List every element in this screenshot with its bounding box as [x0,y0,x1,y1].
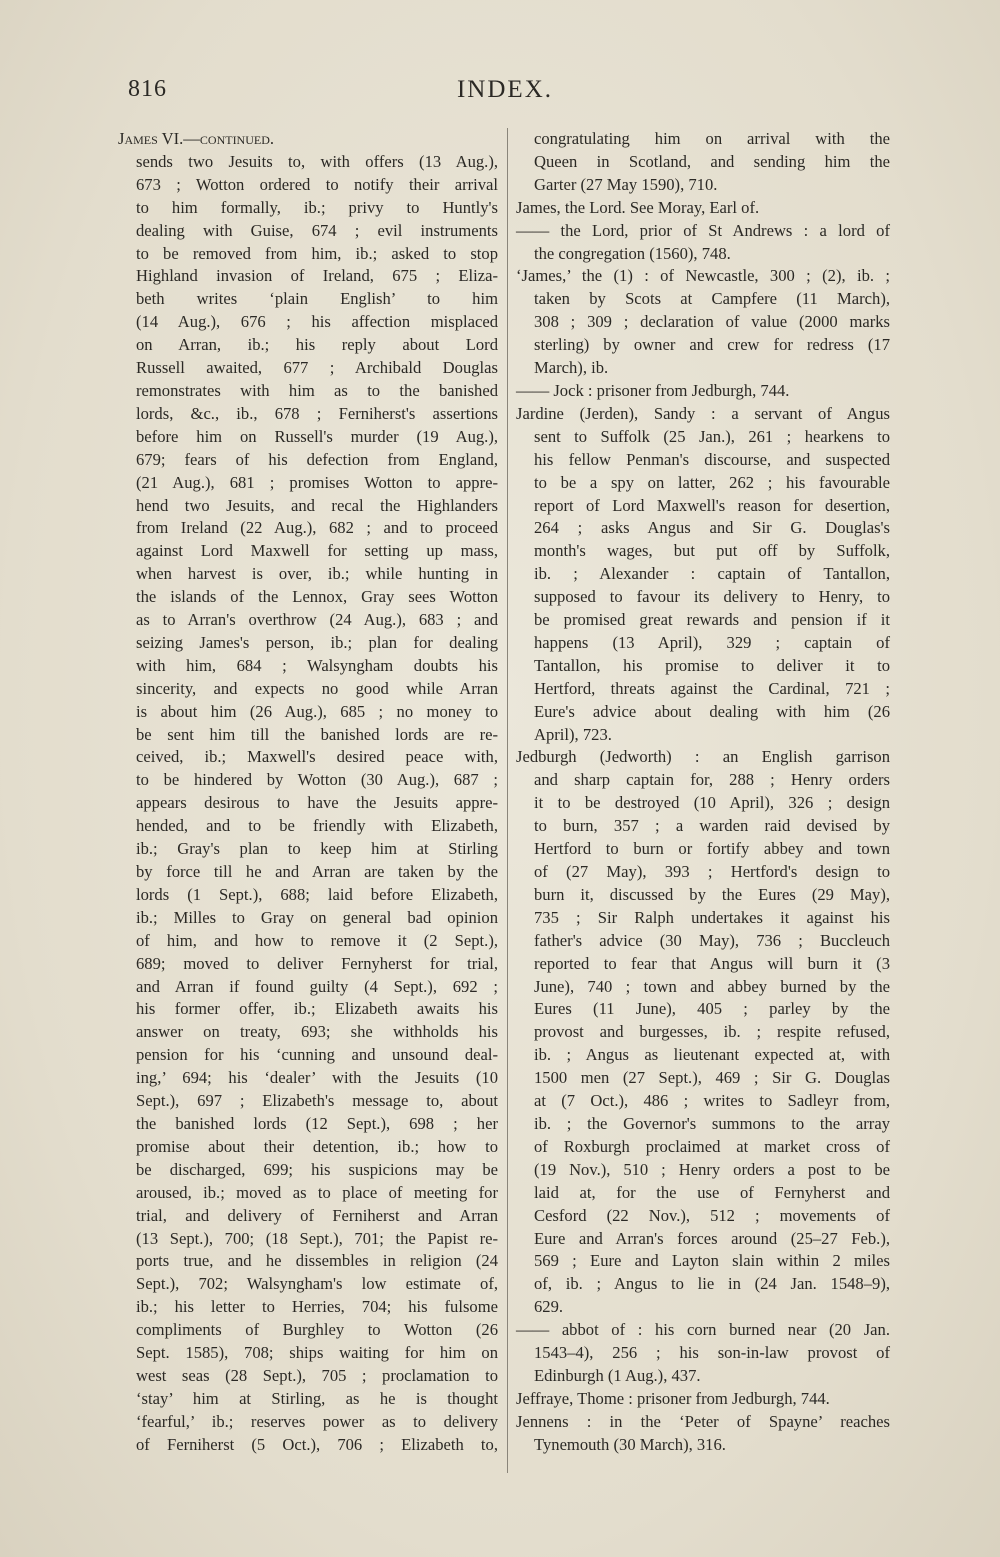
index-line: congratulating him on arrival with the [534,129,890,148]
index-line: of, ib. ; Angus to lie in (24 Jan. 1548–9), [534,1274,890,1294]
index-line: as to Arran's overthrow (24 Aug.), 683 ; and [136,610,498,630]
index-line: Jedburgh (Jedworth) : an English garrison [516,747,890,767]
index-line: Eure and Arran's forces around (25–27 Feb.), [534,1228,890,1248]
index-line: ceived, ib.; Maxwell's desired peace with, [136,747,498,767]
index-line: ib.; Gray's plan to keep him at Stirling [136,839,498,859]
index-line: James, the Lord. See Moray, Earl of. [516,197,760,217]
index-line: of him, and how to remove it (2 Sept.), [136,930,498,950]
index-line: lords (1 Sept.), 688; laid before Elizabeth, [136,884,498,904]
index-line: —— Jock : prisoner from Jedburgh, 744. [516,380,790,400]
index-line: ib. ; Alexander : captain of Tantallon, [534,564,890,584]
index-line: compliments of Burghley to Wotton (26 [136,1320,498,1340]
index-line: April), 723. [534,724,612,744]
index-line: supposed to favour its delivery to Henry, to [534,587,890,607]
index-line: Cesford (22 Nov.), 512 ; movements of [534,1205,890,1225]
index-line: remonstrates with him as to the banished [136,380,498,400]
index-line: answer on treaty, 693; she withholds his [136,1022,498,1042]
index-line: Eures (11 June), 405 ; parley by the [534,999,890,1019]
index-line: to be removed from him, ib.; asked to stop [136,243,498,263]
index-line: seizing James's person, ib.; plan for dealing [136,632,498,652]
index-line: ib.; Milles to Gray on general bad opinion [136,907,498,927]
index-line: is about him (26 Aug.), 685 ; no money to [136,701,498,721]
index-line: Jennens : in the ‘Peter of Spayne’ reaches [516,1411,890,1431]
index-line: be promised great rewards and pension if it [534,610,890,630]
index-line: ports true, and he dissembles in religion (24 [136,1251,498,1271]
index-line: with him, 684 ; Walsyngham doubts his [136,655,498,675]
index-line: 308 ; 309 ; declaration of value (2000 marks [534,312,890,332]
index-line: west seas (28 Sept.), 705 ; proclamation to [136,1365,498,1385]
index-line: 264 ; asks Angus and Sir G. Douglas's [534,518,890,538]
index-line: 1500 men (27 Sept.), 469 ; Sir G. Douglas [534,1068,890,1088]
index-line: of Roxburgh proclaimed at market cross of [534,1136,890,1156]
index-line: Tynemouth (30 March), 316. [534,1434,726,1454]
index-line: —— the Lord, prior of St Andrews : a lord of [516,220,890,240]
index-line: 689; moved to deliver Fernyherst for trial, [136,953,498,973]
index-line: on Arran, ib.; his reply about Lord [136,335,498,355]
index-line: to him formally, ib.; privy to Huntly's [136,197,498,217]
index-line: ib.; his letter to Herries, 704; his fulsome [136,1297,498,1317]
index-line: when harvest is over, ib.; while hunting in [136,564,498,584]
index-line: Sept. 1585), 708; ships waiting for him on [136,1343,498,1363]
index-line: taken by Scots at Campfere (11 March), [534,289,890,309]
index-line: before him on Russell's murder (19 Aug.), [136,426,498,446]
index-line: it to be destroyed (10 April), 326 ; design [534,793,890,813]
index-line: laid at, for the use of Fernyherst and [534,1182,890,1202]
index-line: Garter (27 May 1590), 710. [534,174,718,194]
index-line: burn it, discussed by the Eures (29 May), [534,884,890,904]
index-line: by force till he and Arran are taken by the [136,862,498,881]
index-line: father's advice (30 May), 736 ; Buccleuch [534,930,890,950]
index-line: and Arran if found guilty (4 Sept.), 692 ; [136,976,498,996]
index-line: ‘stay’ him at Stirling, as he is thought [136,1388,498,1408]
index-line: of Ferniherst (5 Oct.), 706 ; Elizabeth to, [136,1434,498,1454]
index-line: (13 Sept.), 700; (18 Sept.), 701; the Papist re- [136,1228,498,1248]
index-line: 629. [534,1297,564,1317]
index-line: (21 Aug.), 681 ; promises Wotton to appre- [136,472,498,492]
index-line: appears desirous to have the Jesuits appre- [136,793,498,813]
index-line: at (7 Oct.), 486 ; writes to Sadleyr from, [534,1091,890,1111]
index-line: his former offer, ib.; Elizabeth awaits his [136,999,498,1019]
index-line: his fellow Penman's discourse, and suspected [534,449,890,469]
index-line: provost and burgesses, ib. ; respite refused, [534,1022,890,1042]
index-line: Jeffraye, Thome : prisoner from Jedburgh, 744. [516,1388,830,1408]
index-line: the banished lords (12 Sept.), 698 ; her [136,1113,498,1133]
index-line: 1543–4), 256 ; his son-in-law provost of [534,1343,890,1363]
index-line: 673 ; Wotton ordered to notify their arrival [136,174,498,194]
right-column-text [516,128,890,1457]
index-line: to be a spy on latter, 262 ; his favourable [534,472,890,492]
index-line: month's wages, but put off by Suffolk, [534,541,890,561]
index-line: hended, and to be friendly with Elizabeth, [136,816,498,836]
index-line: ‘fearful,’ ib.; reserves power as to delivery [136,1411,498,1431]
index-line: Hertford, threats against the Cardinal, 721 ; [534,678,890,698]
index-line: to be hindered by Wotton (30 Aug.), 687 ; [136,770,498,790]
index-line: ing,’ 694; his ‘dealer’ with the Jesuits (10 [136,1068,498,1088]
index-line: of (27 May), 393 ; Hertford's design to [534,862,890,881]
index-line: to burn, 357 ; a warden raid devised by [534,816,890,836]
index-line: ib. ; Angus as lieutenant expected at, with [534,1045,890,1065]
left-column-text [118,151,498,1457]
index-line: Highland invasion of Ireland, 675 ; Eliza- [136,266,498,286]
index-line: reported to fear that Angus will burn it (3 [534,953,890,973]
index-line: 569 ; Eure and Layton slain within 2 miles [534,1251,890,1271]
index-line: Tantallon, his promise to deliver it to [534,655,890,675]
index-line: Hertford to burn or fortify abbey and town [534,839,890,859]
index-line: lords, &c., ib., 678 ; Ferniherst's assertions [136,403,498,423]
index-line: ‘James,’ the (1) : of Newcastle, 300 ; (2), ib. ; [516,266,890,286]
index-line: Edinburgh (1 Aug.), 437. [534,1365,701,1385]
index-line: be discharged, 699; his suspicions may be [136,1159,498,1179]
index-line: (14 Aug.), 676 ; his affection misplaced [136,312,498,332]
index-line: sent to Suffolk (25 Jan.), 261 ; hearkens to [534,426,890,446]
index-line: dealing with Guise, 674 ; evil instruments [136,220,498,240]
index-line: happens (13 April), 329 ; captain of [534,632,890,652]
index-line: Russell awaited, 677 ; Archibald Douglas [136,358,498,378]
index-line: against Lord Maxwell for setting up mass, [136,541,498,561]
index-line: hend two Jesuits, and recal the Highlanders [136,495,498,515]
index-line: report of Lord Maxwell's reason for desertion, [534,495,890,515]
index-line: trial, and delivery of Ferniherst and Arran [136,1205,498,1225]
page-number: 816 [128,76,167,102]
index-line: pension for his ‘cunning and unsound deal- [136,1045,498,1065]
index-line: ib. ; the Governor's summons to the array [534,1113,890,1133]
index-line: Sept.), 702; Walsyngham's low estimate of, [136,1274,498,1294]
index-line: March), ib. [534,358,609,378]
left-column [118,128,498,1457]
index-line: Jardine (Jerden), Sandy : a servant of Angus [516,403,890,423]
index-line: 679; fears of his defection from England, [136,449,498,469]
index-line: be sent him till the banished lords are re- [136,724,498,744]
running-head: INDEX. [456,76,553,103]
page-header [120,76,890,116]
index-line: Sept.), 697 ; Elizabeth's message to, about [136,1091,498,1111]
index-line: sends two Jesuits to, with offers (13 Aug.), [136,151,498,171]
index-line: promise about their detention, ib.; how to [136,1136,498,1156]
index-line: Queen in Scotland, and sending him the [534,151,890,171]
index-line: beth writes ‘plain English’ to him [136,289,498,309]
index-line: sterling) by owner and crew for redress (17 [534,335,890,355]
index-line: and sharp captain for, 288 ; Henry orders [534,770,890,790]
right-column [516,128,890,1457]
index-line: aroused, ib.; moved as to place of meeting for [136,1182,498,1202]
index-line: sincerity, and expects no good while Arran [136,678,498,698]
index-line: Eure's advice about dealing with him (26 [534,701,890,721]
column-divider [507,128,508,1473]
index-line: the islands of the Lennox, Gray sees Wotton [136,587,498,607]
index-line: 735 ; Sir Ralph undertakes it against his [534,907,890,927]
continued-heading: James VI.—continued. [118,129,275,148]
index-line: (19 Nov.), 510 ; Henry orders a post to be [534,1159,890,1179]
index-line: the congregation (1560), 748. [534,243,731,263]
index-line: June), 740 ; town and abbey burned by the [534,976,890,996]
index-line: from Ireland (22 Aug.), 682 ; and to proceed [136,518,498,538]
index-line: —— abbot of : his corn burned near (20 Jan. [516,1320,890,1340]
